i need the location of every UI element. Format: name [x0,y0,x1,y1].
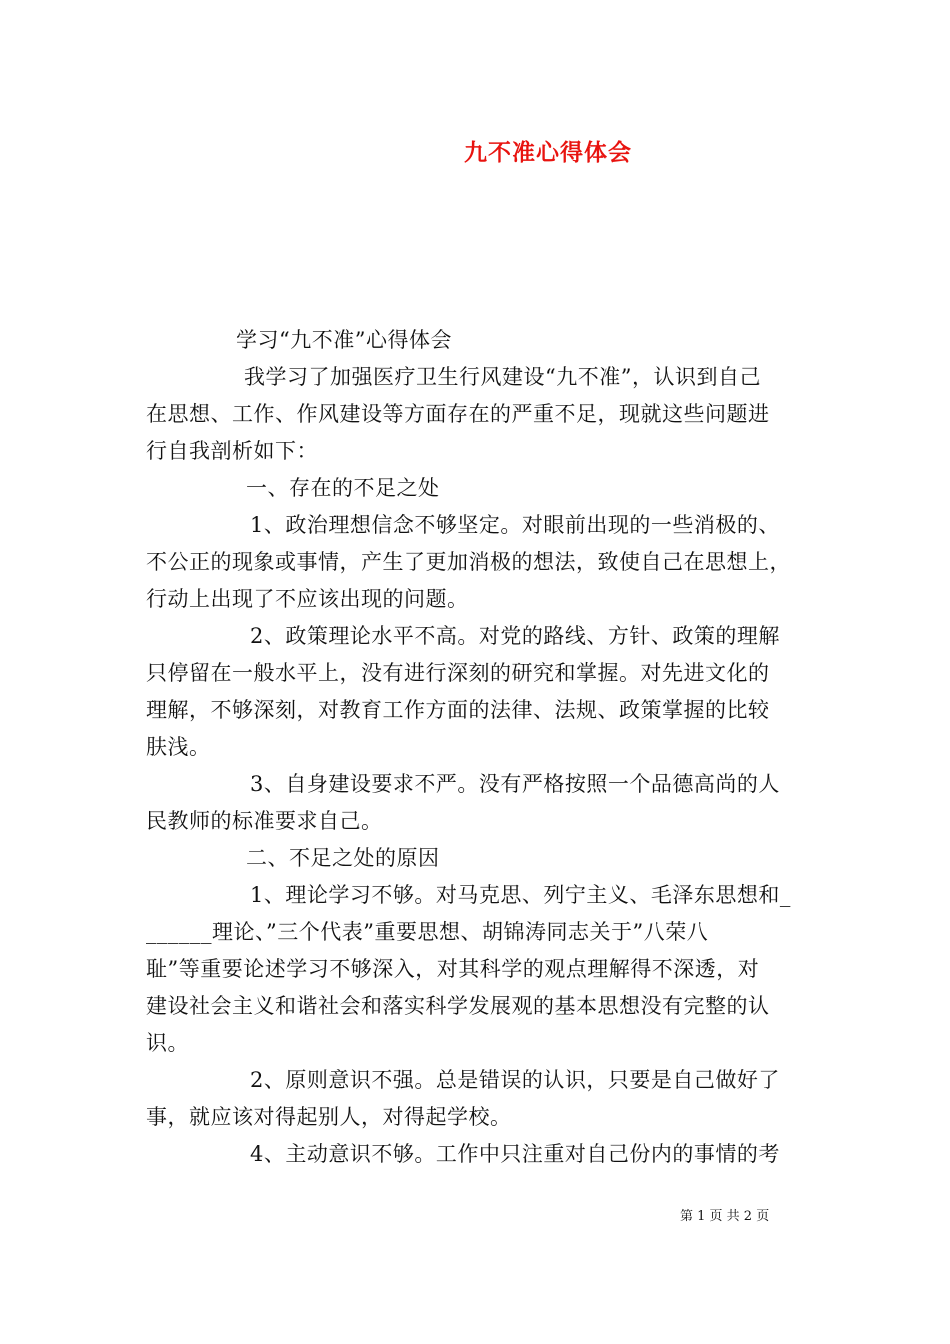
paragraph-line: 事，就应该对得起别人，对得起学校。 [146,1105,512,1129]
paragraph-line: 理解，不够深刻，对教育工作方面的法律、法规、政策掌握的比较 [146,698,770,722]
section-heading: 二、不足之处的原因 [246,846,440,870]
paragraph-line: 我学习了加强医疗卫生行风建设“九不准”，认识到自己 [244,365,761,389]
paragraph-line: 1、政治理想信念不够坚定。对眼前出现的一些消极的、 [250,513,780,537]
paragraph-line: 行自我剖析如下： [146,439,318,463]
document-title: 九不准心得体会 [464,139,632,166]
document-body [146,322,821,1173]
paragraph-line: 在思想、工作、作风建设等方面存在的严重不足，现就这些问题进 [146,402,770,426]
paragraph-line: ______理论、”三个代表”重要思想、胡锦涛同志关于”八荣八 [146,920,709,944]
paragraph-line: 1、理论学习不够。对马克思、列宁主义、毛泽东思想和_ [250,883,791,907]
paragraph-line: 3、自身建设要求不严。没有严格按照一个品德高尚的人 [250,772,780,796]
paragraph-line: 4、主动意识不够。工作中只注重对自己份内的事情的考 [250,1142,780,1166]
page-number: 第 1 页 共 2 页 [680,1209,770,1224]
paragraph-line: 2、政策理论水平不高。对党的路线、方针、政策的理解 [250,624,780,648]
paragraph-line: 2、原则意识不强。总是错误的认识，只要是自己做好了 [250,1068,780,1092]
paragraph-line: 肤浅。 [146,735,211,759]
section-heading: 学习“九不准”心得体会 [236,328,452,352]
paragraph-line: 民教师的标准要求自己。 [146,809,383,833]
section-heading: 一、存在的不足之处 [246,476,440,500]
paragraph-line: 识。 [146,1031,189,1055]
paragraph-line: 建设社会主义和谐社会和落实科学发展观的基本思想没有完整的认 [146,994,770,1018]
paragraph-line: 耻”等重要论述学习不够深入，对其科学的观点理解得不深透，对 [146,957,760,981]
paragraph-line: 只停留在一般水平上，没有进行深刻的研究和掌握。对先进文化的 [146,661,770,685]
paragraph-line: 行动上出现了不应该出现的问题。 [146,587,469,611]
paragraph-line: 不公正的现象或事情，产生了更加消极的想法，致使自己在思想上， [146,550,791,574]
